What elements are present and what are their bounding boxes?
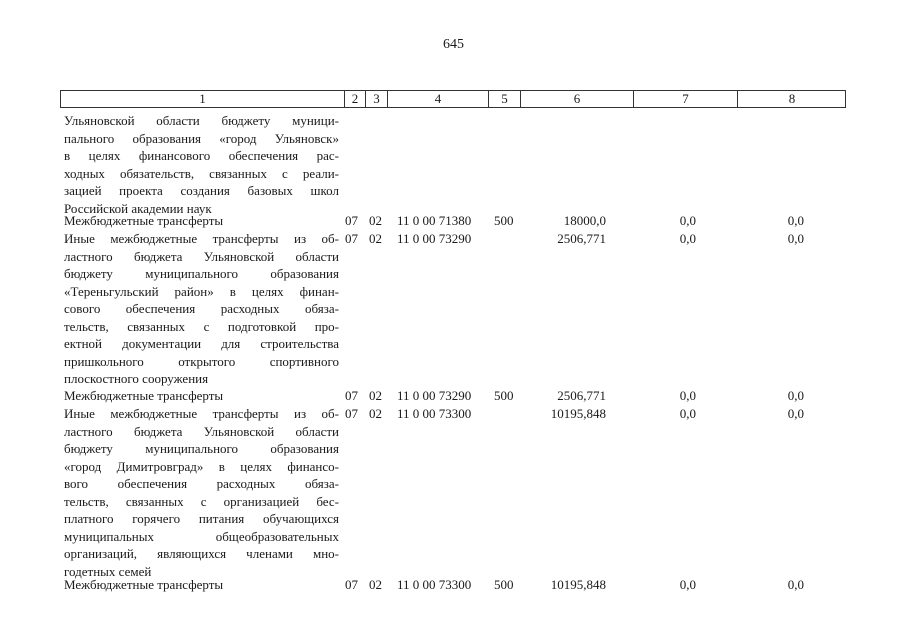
row-description [64,405,339,580]
row-description [64,112,339,217]
description-line: вого обеспечения расходных обяза- [64,476,339,491]
row-description [64,576,339,594]
description-line: годетных семей [64,563,152,579]
description-line: Ульяновской области бюджету муници- [64,113,339,128]
cell-c4: 11 0 00 73290 [397,388,472,403]
description-line: «город Димитровград» в целях финансо- [64,458,339,474]
header-cell-2: 2 [344,91,365,107]
table-header [60,90,846,108]
cell-c7: 0,0 [679,231,696,246]
description-line: Российской академии наук [64,200,212,216]
cell-c6: 18000,0 [563,213,606,228]
cell-c4: 11 0 00 71380 [397,213,472,228]
cell-c8: 0,0 [787,231,804,246]
description-line: сового обеспечения расходных обяза- [64,301,339,316]
description-line: ходных обязательств, связанных с реали- [64,165,339,181]
cell-c6: 10195,848 [550,577,606,592]
description-line: «Тереньгульский район» в целях финан- [64,283,339,299]
cell-c3: 02 [369,388,382,403]
description-line: Иные межбюджетные трансферты из об- [64,406,339,421]
cell-c5: 500 [494,213,514,228]
cell-c7: 0,0 [679,213,696,228]
row-description [64,387,339,405]
header-cell-7: 7 [633,91,737,107]
header-cell-8: 8 [737,91,846,107]
description-line: бюджету муниципального образования [64,266,339,281]
cell-c2: 07 [345,213,358,228]
cell-c6: 2506,771 [557,388,606,403]
cell-c2: 07 [345,406,358,421]
page-number: 645 [443,37,464,52]
description-line: ластного бюджета Ульяновской области [64,423,339,439]
description-line: тельств, связанных с организацией бес- [64,493,339,509]
cell-c2: 07 [345,388,358,403]
description-line: зацией проекта создания базовых школ [64,183,339,198]
cell-c3: 02 [369,231,382,246]
description-line: платного горячего питания обучающихся [64,511,339,526]
description-line: бюджету муниципального образования [64,441,339,456]
cell-c7: 0,0 [679,577,696,592]
description-line: Межбюджетные трансферты [64,577,224,592]
header-cell-1: 1 [199,91,206,106]
cell-c8: 0,0 [787,388,804,403]
cell-c3: 02 [369,213,382,228]
cell-c4: 11 0 00 73300 [397,577,472,592]
header-cell-6: 6 [520,91,633,107]
description-line: муниципальных общеобразовательных [64,528,339,544]
cell-c2: 07 [345,577,358,592]
description-line: пального образования «город Ульяновск» [64,130,339,146]
cell-c6: 10195,848 [550,406,606,421]
cell-c4: 11 0 00 73290 [397,231,472,246]
description-line: Межбюджетные трансферты [64,213,224,228]
cell-c8: 0,0 [787,213,804,228]
description-line: ектной документации для строительства [64,336,339,351]
row-description [64,230,339,388]
description-line: Межбюджетные трансферты [64,388,224,403]
cell-c3: 02 [369,577,382,592]
description-line: пришкольного открытого спортивного [64,353,339,369]
description-line: плоскостного сооружения [64,371,209,386]
cell-c5: 500 [494,388,514,403]
cell-c2: 07 [345,231,358,246]
cell-c8: 0,0 [787,406,804,421]
description-line: организаций, являющихся членами мно- [64,546,339,561]
cell-c7: 0,0 [679,406,696,421]
description-line: тельств, связанных с подготовкой про- [64,318,339,334]
cell-c4: 11 0 00 73300 [397,406,472,421]
cell-c3: 02 [369,406,382,421]
header-cell-5: 5 [488,91,520,107]
row-description [64,212,339,230]
description-line: Иные межбюджетные трансферты из об- [64,231,339,246]
header-cell-4: 4 [387,91,488,107]
cell-c8: 0,0 [787,577,804,592]
cell-c6: 2506,771 [557,231,606,246]
cell-c5: 500 [494,577,514,592]
cell-c7: 0,0 [679,388,696,403]
header-cell-3: 3 [365,91,387,107]
description-line: ластного бюджета Ульяновской области [64,248,339,264]
description-line: в целях финансового обеспечения рас- [64,148,339,163]
